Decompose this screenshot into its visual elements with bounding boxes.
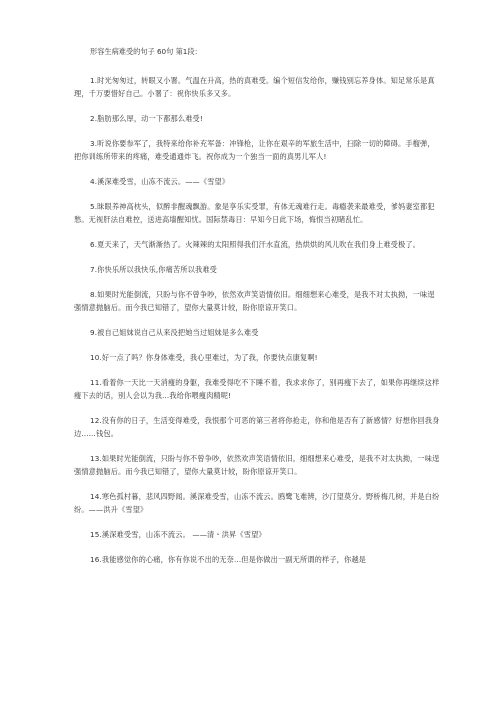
paragraph-4: 4.溪深难受雪，山冻不流云。——《雪望》 <box>90 177 230 186</box>
paragraph-7: 7.你快乐所以我快乐,你痛苦所以我难受 <box>90 265 217 274</box>
paragraph-6: 6.夏天来了，天气渐渐热了。火辣辣的太阳照得我们汗水直流，热烘烘的风儿吹在我们身上难受极了。 <box>90 240 421 249</box>
paragraph-14: 14.寒色孤村暮，悲风四野闻。溪深难受雪，山冻不流云。鸥鹭飞难辨，沙汀望莫分。野桥梅几树，并是白纷纷。——洪升《雪望》 <box>74 492 440 514</box>
paragraph-15: 15.溪深难受雪，山冻不流云。 ——清・洪昇《雪望》 <box>90 530 266 539</box>
paragraph-3: 3.听说你要参军了，我特来给你补充军备：冲锋枪，让你在艰辛的军旅生活中，扫除一切的障碍。手榴弹，把你训练所带来的疼痛，难受通通炸飞。祝你成为一个独当一面的真男儿军人! <box>74 139 435 161</box>
paragraph-10: 10.好一点了吗？你身体难受，我心里难过，为了我，你要快点康复啊! <box>90 353 318 362</box>
paragraph-5: 5.昧眼养神高枕头，似醉非醒魂飘游。象是享乐实受罪，有体无魂难行走。毒瘾袭来最难受，爹妈妻室都犯愁。无视肝法自难控，送进高墙醒知忧。国际禁毒日：早知今日此下场，悔恨当初睹乱忙。 <box>74 202 435 224</box>
paragraph-8: 8.如果时光能倒流，只盼与你不曾争吵，依然欢声笑语情依旧。细细想来心难受，是我不对太执拗，一味逞强情意抛脑后。而今我已知错了，望你大量莫计较，盼你原谅开笑口。 <box>74 290 435 312</box>
paragraph-9: 9.被自己姐妹说自己从来没把她当过姐妹是多么难受 <box>90 328 259 337</box>
paragraph-1: 1.时光匆匆过，转眼又小署。气温在升高，热的真难受。编个短信发给你，赚钱别忘养身体。知足常乐是真理，千万要惜好自己。小署了：祝你快乐多又多。 <box>74 76 435 98</box>
paragraph-13: 13.如果时光能倒流，只盼与你不曾争吵，依然欢声笑语情依旧。细细想来心难受，是我不对太执拗，一味逞强情意抛脑后。而今我已知错了，望你大量莫计较，盼你原谅开笑口。 <box>74 454 440 476</box>
paragraph-12: 12.没有你的日子，生活变得难受，我恨那个可恶的第三者将你抢走，你和他是否有了新感情？好想你回我身边……钱包。 <box>74 416 440 438</box>
document-title: 形容生病难受的句子 60句 第1段： <box>90 47 202 56</box>
paragraph-11: 11.看着你一天比一天消瘦的身躯，我难受得吃不下睡不着，我求求你了，别再瘦下去了，如果你再继续这样瘦下去的话，别人会以为我…我给你喂瘦肉精呢! <box>74 378 440 400</box>
paragraph-2: 2.脂肪那么厚，动一下都那么难受! <box>90 114 203 123</box>
paragraph-16: 16.我能感觉你的心痛，你有你说不出的无奈...但是你做出一副无所谓的样子，你越是 <box>90 555 367 564</box>
